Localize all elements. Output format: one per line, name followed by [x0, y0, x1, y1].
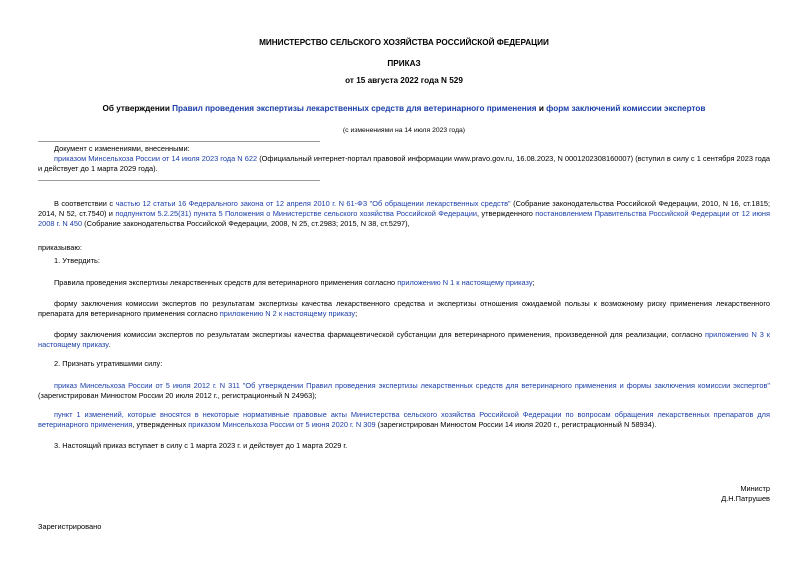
changes-block [38, 144, 770, 174]
law-link[interactable]: частью 12 статьи 16 Федерального закона от 12 апреля 2010 г. N 61-ФЗ "Об обращении лекарственных средств" [115, 199, 511, 208]
doc-type-heading: ПРИКАЗ [387, 59, 421, 68]
item1-p3-end: . [108, 340, 111, 349]
document-title [38, 104, 770, 114]
preamble-text-1: В соответствии с [54, 199, 116, 208]
repealed-changes-link[interactable]: пункт 1 изменений, которые вносятся в некоторые нормативные правовые акты Министерства сельского хозяйства Российской Федерации по вопросам обращения лекарственных препаратов для ветеринарного применения [38, 410, 770, 429]
item1-p2-text: форму заключения комиссии экспертов по результатам экспертизы качества лекарственного средства и экспертизы отношения ожидаемой пользы к возможному риску применения лекарственного препарата для ветеринарного применения согласно [38, 299, 770, 318]
preamble-text-4: (Собрание законодательства Российской Федерации, 2008, N 25, ст.2983; 2015, N 38, ст.5297), [82, 219, 410, 228]
signature-position: Министр [740, 484, 770, 493]
item1-p2-end: ; [355, 309, 358, 318]
preamble-text-2: (Собрание законодательства Российской Федерации, 2010, N 16, ст.1815; 2014, N 52, ст.7540) и [38, 199, 771, 218]
government-decree-link[interactable]: постановлением Правительства Российской Федерации от 12 июня 2008 г. N 450 [38, 209, 771, 228]
preamble [38, 199, 770, 229]
repealed-order-311-link[interactable]: приказ Минсельхоза России от 5 июля 2012 г. N 311 "Об утверждении Правил проведения экспертизы лекарственных средств для ветеринарного применения и формы заключения комиссии экспертов" [54, 381, 770, 390]
item2-p2-end: (зарегистрирован Минюстом России 14 июля 2020 г., регистрационный N 58934). [375, 420, 657, 429]
title-prefix: Об утверждении [102, 104, 173, 113]
changes-intro: Документ с изменениями, внесенными: [54, 144, 190, 153]
item1-p3-text: форму заключения комиссии экспертов по результатам экспертизы качества фармацевтической субстанции для ветеринарного применения, произведенной для реализации, согласно [54, 330, 706, 339]
appendix-2-link[interactable]: приложению N 2 к настоящему приказу [219, 309, 356, 318]
order-309-link[interactable]: приказом Минсельхоза России от 5 июня 2020 г. N 309 [188, 420, 376, 429]
divider-top [38, 141, 320, 142]
regulation-link[interactable]: подпунктом 5.2.25(31) пункта 5 Положения о Министерстве сельского хозяйства Российской Федерации [115, 209, 477, 218]
changes-rest: (Официальный интернет-портал правовой информации www.pravo.gov.ru, 16.08.2023, N 0001202308160007) (вступил в силу с 1 сентября 2023 года и действует до 1 марта 2029 года). [38, 154, 771, 173]
item1-heading: 1. Утвердить: [54, 256, 100, 265]
ministry-heading: МИНИСТЕРСТВО СЕЛЬСКОГО ХОЗЯЙСТВА РОССИЙСКОЙ ФЕДЕРАЦИИ [259, 38, 549, 47]
amendment-order-link[interactable]: приказом Минсельхоза России от 14 июля 2023 года N 622 [54, 154, 258, 163]
item1-paragraph-2 [38, 299, 770, 319]
signature-name: Д.Н.Патрушев [721, 494, 770, 503]
forms-link[interactable]: форм заключений комиссии экспертов [546, 104, 706, 113]
item2-p1-end: (зарегистрирован Минюстом России 20 июля 2012 г., регистрационный N 24963); [38, 391, 317, 400]
revision-note: (с изменениями на 14 июля 2023 года) [342, 127, 466, 134]
item1-paragraph-1 [38, 278, 770, 288]
preamble-text-3: , утвержденного [476, 209, 536, 218]
item1-p1-end: ; [532, 278, 535, 287]
registered-label: Зарегистрировано [38, 522, 102, 531]
appendix-3-link[interactable]: приложению N 3 к настоящему приказу [38, 330, 771, 349]
document-page [38, 0, 770, 571]
item2-p2-mid: , утвержденных [132, 420, 189, 429]
order-word: приказываю: [38, 243, 82, 252]
item1-p1-text: Правила проведения экспертизы лекарственных средств для ветеринарного применения согласно [54, 278, 398, 287]
changes-text [38, 154, 770, 174]
divider-bottom [38, 180, 320, 181]
title-mid: и [536, 104, 547, 113]
appendix-1-link[interactable]: приложению N 1 к настоящему приказу [397, 278, 533, 287]
rules-link[interactable]: Правил проведения экспертизы лекарственных средств для ветеринарного применения [172, 104, 537, 113]
item2-heading: 2. Признать утратившими силу: [54, 359, 163, 368]
date-number-heading: от 15 августа 2022 года N 529 [345, 76, 463, 85]
item2-paragraph-2 [38, 410, 770, 430]
item3: 3. Настоящий приказ вступает в силу с 1 марта 2023 г. и действует до 1 марта 2029 г. [54, 441, 348, 450]
item2-paragraph-1 [38, 381, 770, 401]
item1-paragraph-3 [38, 330, 770, 350]
